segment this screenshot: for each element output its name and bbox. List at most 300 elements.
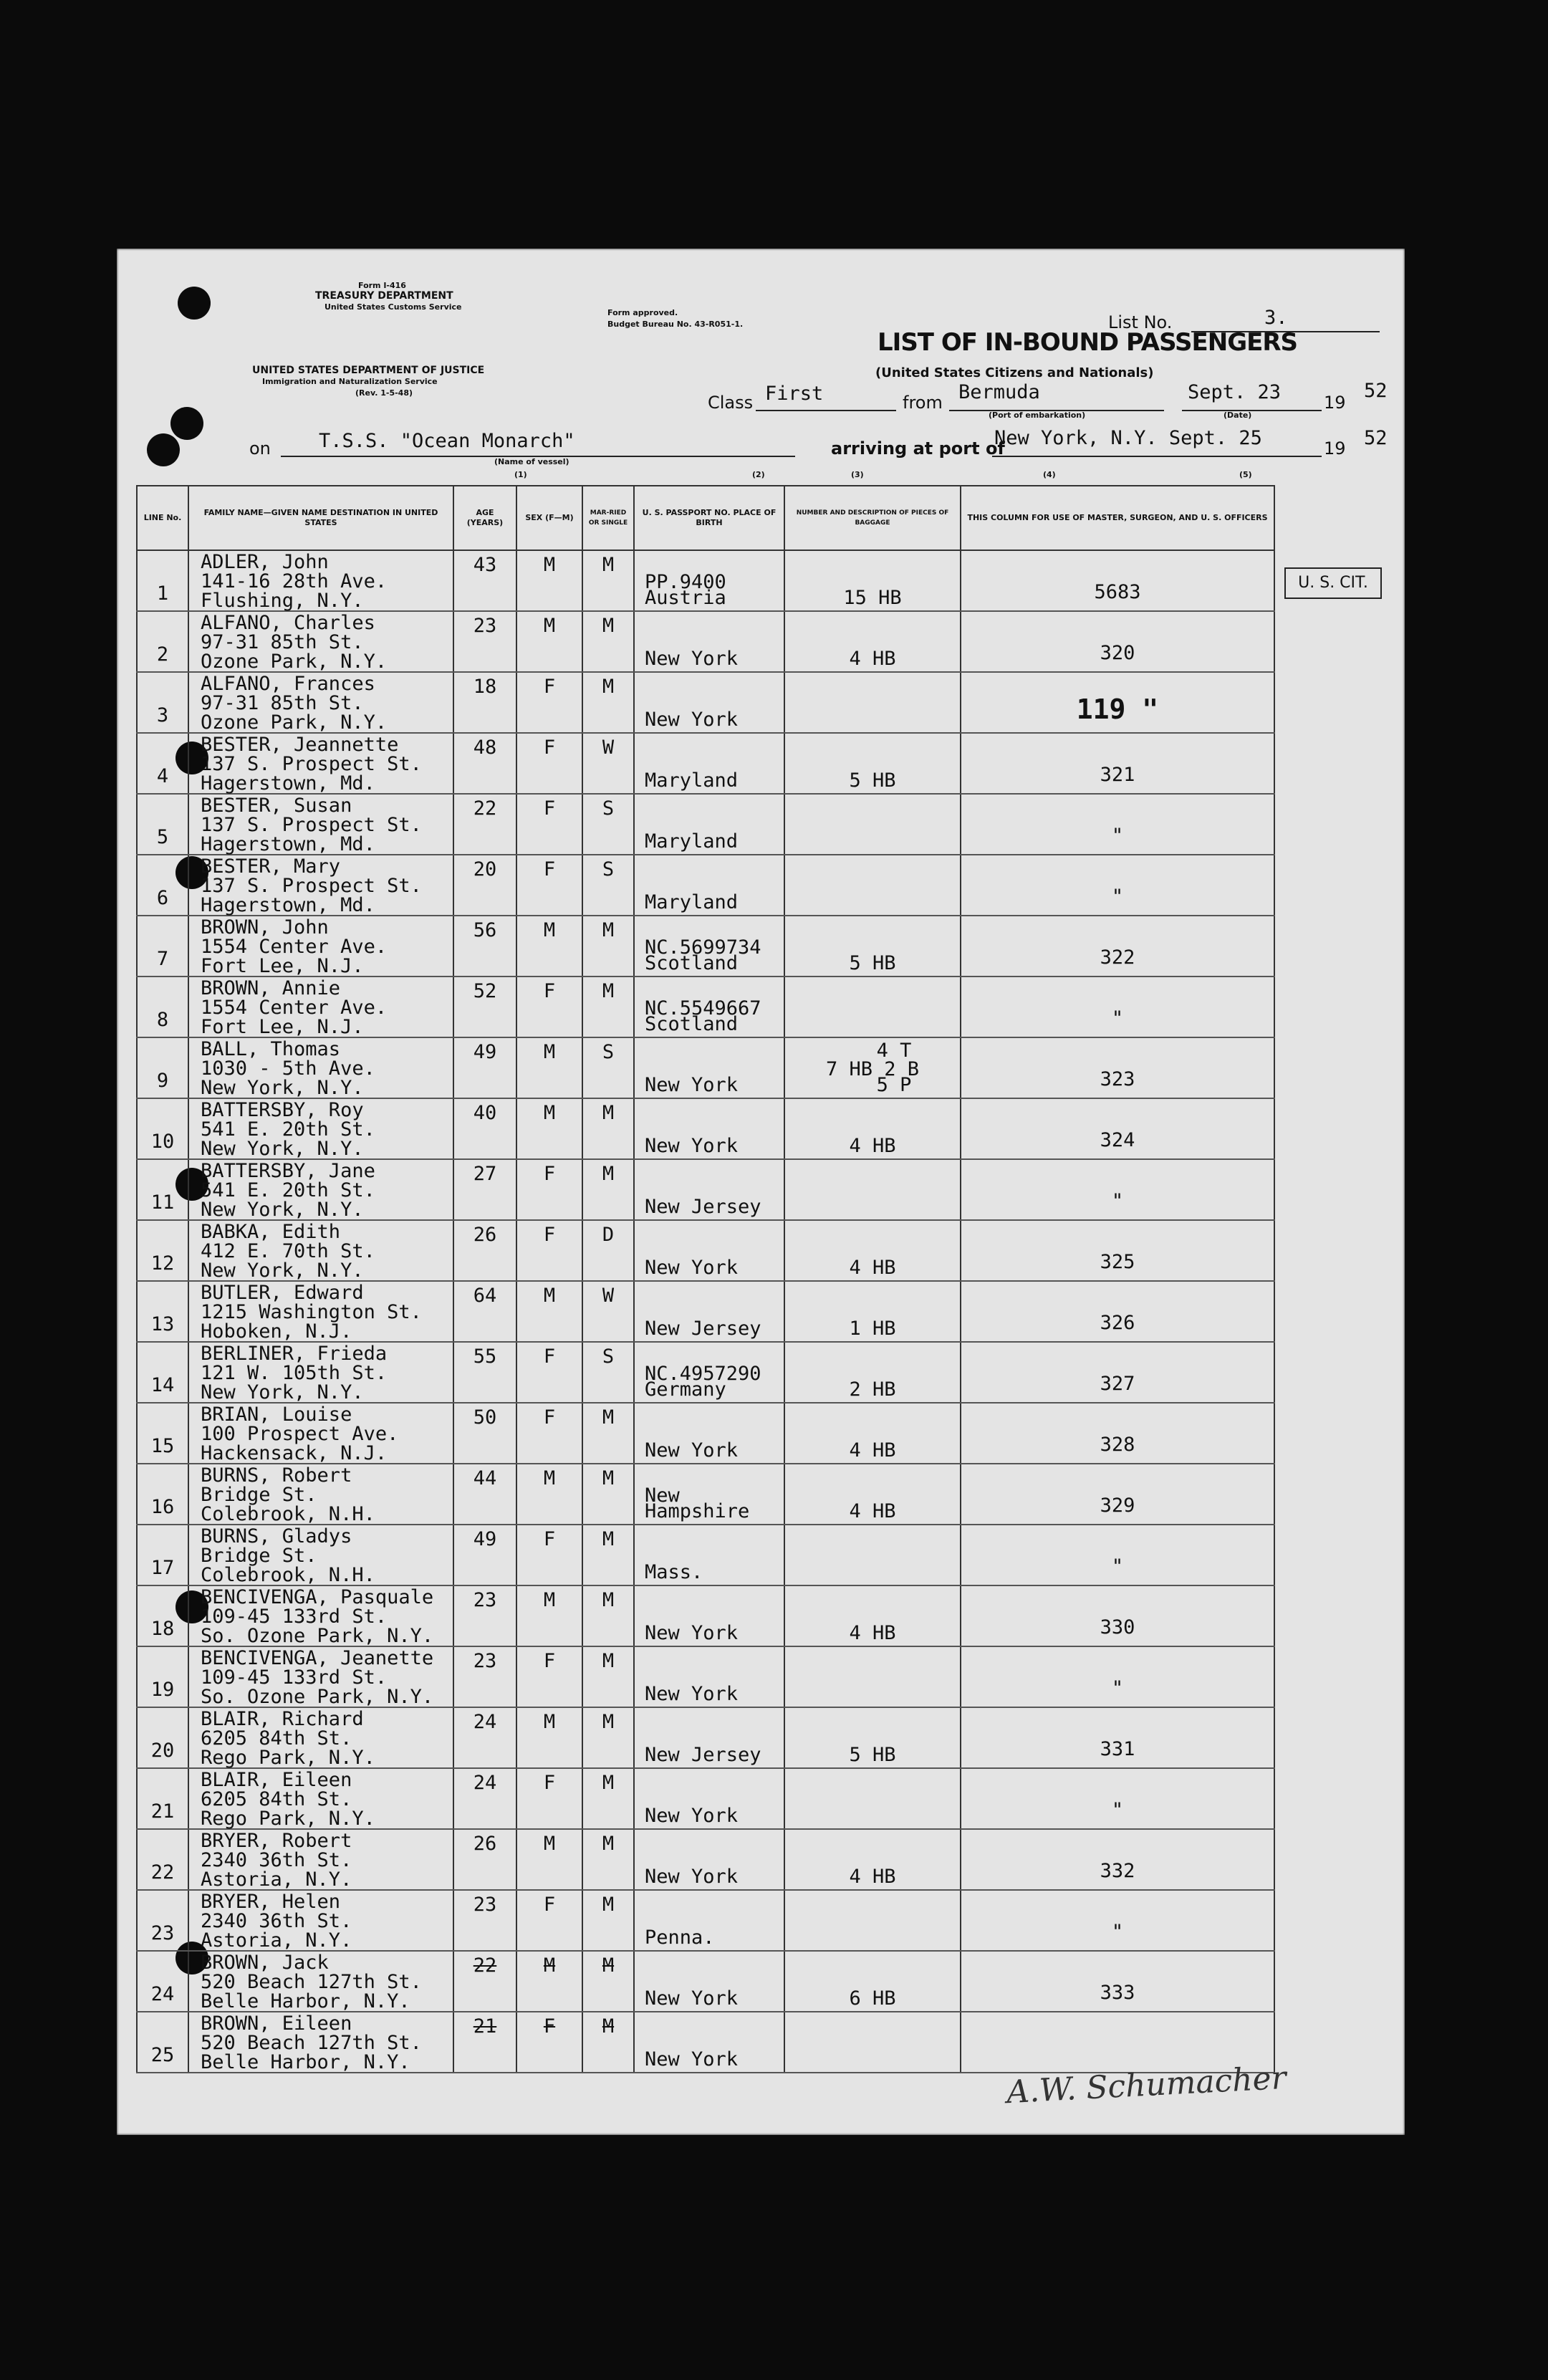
passenger-name: BURNS, Robert	[201, 1464, 352, 1487]
table-row	[137, 733, 1274, 794]
sex: F	[516, 1768, 582, 1829]
age: 24	[453, 1707, 516, 1768]
passport-number: NC.5549667	[645, 997, 761, 1019]
table-header	[137, 486, 1274, 550]
passport-birthplace	[634, 550, 784, 611]
age: 55	[453, 1342, 516, 1403]
table-row	[137, 1646, 1274, 1707]
arrival-port-date: New York, N.Y. Sept. 25	[994, 427, 1262, 449]
baggage-extra: 5 P	[876, 1074, 912, 1096]
place-of-birth: New Jersey	[645, 1196, 761, 1218]
sex: M	[516, 1707, 582, 1768]
baggage	[784, 1220, 961, 1281]
marital-status: M	[582, 977, 634, 1037]
form-number: Form I-416	[358, 281, 406, 290]
passenger-name: BALL, Thomas	[201, 1038, 341, 1060]
passenger-name: BRYER, Robert	[201, 1830, 352, 1852]
marital-status: M	[582, 1890, 634, 1951]
sex: F	[516, 855, 582, 916]
table-row	[137, 1037, 1274, 1098]
line-number: 9	[137, 1037, 188, 1098]
address-city: Flushing, N.Y.	[201, 590, 364, 612]
passport-birthplace	[634, 1220, 784, 1281]
address-city: Rego Park, N.Y.	[201, 1808, 375, 1830]
passenger-name-cell	[188, 1585, 453, 1646]
dept-justice: UNITED STATES DEPARTMENT OF JUSTICE	[252, 365, 485, 376]
age: 23	[453, 611, 516, 672]
baggage	[784, 1037, 961, 1098]
passenger-name-cell	[188, 2012, 453, 2073]
table-row	[137, 1098, 1274, 1159]
officer-notes: 119 "	[961, 672, 1274, 733]
sex: M	[516, 1464, 582, 1525]
marital-status: M	[582, 1951, 634, 2012]
table-row	[137, 672, 1274, 733]
address-street: 137 S. Prospect St.	[201, 753, 422, 775]
passport-birthplace	[634, 672, 784, 733]
passport-birthplace	[634, 1342, 784, 1403]
vessel-caption: (Name of vessel)	[494, 457, 569, 466]
address-city: Astoria, N.Y.	[201, 1929, 352, 1952]
officer-notes: 326	[961, 1281, 1274, 1342]
marital-status: M	[582, 1403, 634, 1464]
sex: M	[516, 1037, 582, 1098]
address-city: Rego Park, N.Y.	[201, 1747, 375, 1769]
passport-number: New	[645, 1484, 680, 1507]
arriving-label: arriving at port of	[831, 438, 1005, 459]
passenger-name: BRIAN, Louise	[201, 1403, 352, 1426]
address-street: 6205 84th St.	[201, 1788, 352, 1810]
address-city: New York, N.Y.	[201, 1199, 364, 1221]
col-name: FAMILY NAME—GIVEN NAME DESTINATION IN UNITED STATES	[188, 486, 453, 550]
marital-status: S	[582, 1037, 634, 1098]
line-number: 3	[137, 672, 188, 733]
table-row	[137, 1159, 1274, 1220]
punch-hole	[147, 433, 180, 466]
place-of-birth: Maryland	[645, 830, 739, 853]
address-street: 520 Beach 127th St.	[201, 2032, 422, 2054]
sex: M	[516, 1829, 582, 1890]
sex: F	[516, 1159, 582, 1220]
age: 23	[453, 1890, 516, 1951]
passenger-name: ADLER, John	[201, 551, 329, 573]
list-no-value: 3.	[1264, 307, 1288, 329]
line-number: 7	[137, 916, 188, 977]
officer-notes: "	[961, 794, 1274, 855]
line-number: 11	[137, 1159, 188, 1220]
col-num-1: (1)	[514, 470, 527, 479]
address-street: 109-45 133rd St.	[201, 1606, 388, 1628]
address-city: New York, N.Y.	[201, 1138, 364, 1160]
sex: M	[516, 916, 582, 977]
place-of-birth: New York	[645, 709, 739, 731]
officer-notes: "	[961, 1525, 1274, 1585]
sex: F	[516, 1525, 582, 1585]
place-of-birth: Austria	[645, 587, 726, 609]
place-of-birth: New Jersey	[645, 1744, 761, 1766]
col-age: AGE (YEARS)	[453, 486, 516, 550]
baggage	[784, 1768, 961, 1829]
col-passport: U. S. PASSPORT NO. PLACE OF BIRTH	[634, 486, 784, 550]
arrival-year: 52	[1364, 427, 1388, 449]
dept-treasury: TREASURY DEPARTMENT	[315, 290, 453, 302]
marital-status: M	[582, 1829, 634, 1890]
class-label: Class	[708, 393, 754, 413]
embark-date: Sept. 23	[1188, 381, 1282, 403]
line-number: 22	[137, 1829, 188, 1890]
address-city: Astoria, N.Y.	[201, 1868, 352, 1891]
passport-birthplace	[634, 1403, 784, 1464]
place-of-birth: New York	[645, 1622, 739, 1644]
baggage	[784, 855, 961, 916]
line-number: 8	[137, 977, 188, 1037]
baggage	[784, 1403, 961, 1464]
sex: M	[516, 1585, 582, 1646]
sex: F	[516, 1220, 582, 1281]
place-of-birth: Scotland	[645, 1013, 739, 1035]
age: 22	[453, 794, 516, 855]
officer-notes: 328	[961, 1403, 1274, 1464]
address-city: New York, N.Y.	[201, 1381, 364, 1403]
passenger-name: BABKA, Edith	[201, 1221, 341, 1243]
date-caption: (Date)	[1224, 411, 1252, 420]
line-number: 19	[137, 1646, 188, 1707]
place-of-birth: Hampshire	[645, 1500, 750, 1522]
address-street: 1030 - 5th Ave.	[201, 1057, 375, 1080]
sex: F	[516, 794, 582, 855]
sex: M	[516, 1098, 582, 1159]
arrival-line	[992, 456, 1322, 457]
table-row	[137, 1707, 1274, 1768]
passenger-name: BURNS, Gladys	[201, 1525, 352, 1548]
passenger-name-cell	[188, 1098, 453, 1159]
port-caption: (Port of embarkation)	[989, 411, 1086, 420]
table-row	[137, 1525, 1274, 1585]
passenger-name-cell	[188, 855, 453, 916]
baggage	[784, 611, 961, 672]
line-number: 1	[137, 550, 188, 611]
address-city: Hoboken, N.J.	[201, 1320, 352, 1343]
col-baggage: NUMBER AND DESCRIPTION OF PIECES OF BAGGAGE	[784, 486, 961, 550]
address-street: 2340 36th St.	[201, 1849, 352, 1871]
passenger-name-cell	[188, 1646, 453, 1707]
table-row	[137, 611, 1274, 672]
baggage	[784, 794, 961, 855]
sex: M	[516, 1951, 582, 2012]
officer-notes: "	[961, 1159, 1274, 1220]
passenger-name: BROWN, Annie	[201, 977, 341, 999]
address-street: 137 S. Prospect St.	[201, 814, 422, 836]
passenger-name-cell	[188, 550, 453, 611]
line-number: 2	[137, 611, 188, 672]
line-number: 6	[137, 855, 188, 916]
baggage-pieces: 4 HB	[849, 1622, 896, 1644]
arrival-year-prefix: 19	[1324, 438, 1346, 459]
baggage	[784, 1585, 961, 1646]
baggage-pieces: 1 HB	[849, 1318, 896, 1340]
passenger-name-cell	[188, 672, 453, 733]
budget-bureau: Budget Bureau No. 43-R051-1.	[607, 320, 744, 329]
address-city: Ozone Park, N.Y.	[201, 651, 388, 673]
officer-notes: 323	[961, 1037, 1274, 1098]
year-prefix: 19	[1324, 393, 1346, 413]
passport-birthplace	[634, 1464, 784, 1525]
passenger-name-cell	[188, 611, 453, 672]
officer-notes: 5683	[961, 550, 1274, 611]
marital-status: M	[582, 672, 634, 733]
baggage-pieces: 7 HB 2 B	[825, 1058, 920, 1080]
line-number: 10	[137, 1098, 188, 1159]
year-value: 52	[1364, 380, 1388, 402]
marital-status: S	[582, 855, 634, 916]
line-number: 12	[137, 1220, 188, 1281]
table-row	[137, 916, 1274, 977]
line-number: 13	[137, 1281, 188, 1342]
sex: M	[516, 1281, 582, 1342]
place-of-birth: New York	[645, 2048, 739, 2070]
officer-notes: 332	[961, 1829, 1274, 1890]
address-city: Hagerstown, Md.	[201, 833, 375, 855]
sex: F	[516, 1342, 582, 1403]
address-street: Bridge St.	[201, 1484, 317, 1506]
passenger-name: BROWN, John	[201, 916, 329, 939]
baggage	[784, 1098, 961, 1159]
age: 24	[453, 1768, 516, 1829]
col-line: LINE No.	[137, 486, 188, 550]
age: 49	[453, 1037, 516, 1098]
line-number: 21	[137, 1768, 188, 1829]
age: 40	[453, 1098, 516, 1159]
age: 52	[453, 977, 516, 1037]
line-number: 24	[137, 1951, 188, 2012]
passport-birthplace	[634, 1098, 784, 1159]
officer-notes: 322	[961, 916, 1274, 977]
officer-notes: 331	[961, 1707, 1274, 1768]
marital-status: S	[582, 794, 634, 855]
passport-birthplace	[634, 1707, 784, 1768]
baggage	[784, 1829, 961, 1890]
passenger-name-cell	[188, 1159, 453, 1220]
address-city: Fort Lee, N.J.	[201, 1016, 364, 1038]
baggage	[784, 977, 961, 1037]
address-street: Bridge St.	[201, 1545, 317, 1567]
baggage-pieces: 4 HB	[849, 1866, 896, 1888]
baggage-pieces: 5 HB	[849, 1744, 896, 1766]
passenger-name-cell	[188, 1281, 453, 1342]
marital-status: M	[582, 1707, 634, 1768]
officer-notes: 329	[961, 1464, 1274, 1525]
table-row	[137, 1220, 1274, 1281]
passenger-name: BATTERSBY, Jane	[201, 1160, 375, 1182]
line-number: 25	[137, 2012, 188, 2073]
place-of-birth: New York	[645, 1135, 739, 1157]
address-street: 109-45 133rd St.	[201, 1666, 388, 1689]
baggage	[784, 1464, 961, 1525]
age: 56	[453, 916, 516, 977]
table-row	[137, 794, 1274, 855]
address-city: So. Ozone Park, N.Y.	[201, 1686, 434, 1708]
table-row	[137, 1464, 1274, 1525]
line-number: 17	[137, 1525, 188, 1585]
age: 21	[453, 2012, 516, 2073]
sex: F	[516, 672, 582, 733]
officer-notes: 325	[961, 1220, 1274, 1281]
officer-notes: "	[961, 855, 1274, 916]
passenger-name-cell	[188, 1464, 453, 1525]
baggage-pieces: 6 HB	[849, 1987, 896, 2010]
line-number: 15	[137, 1403, 188, 1464]
passport-birthplace	[634, 1037, 784, 1098]
officer-notes: 327	[961, 1342, 1274, 1403]
passport-birthplace	[634, 916, 784, 977]
passenger-name: BRYER, Helen	[201, 1891, 341, 1913]
baggage	[784, 1646, 961, 1707]
address-street: 100 Prospect Ave.	[201, 1423, 399, 1445]
baggage-pieces: 15 HB	[843, 587, 902, 609]
marital-status: M	[582, 1525, 634, 1585]
form-approved: Form approved.	[607, 308, 678, 317]
place-of-birth: Maryland	[645, 769, 739, 792]
passport-birthplace	[634, 855, 784, 916]
address-city: New York, N.Y.	[201, 1077, 364, 1099]
from-label: from	[903, 393, 943, 413]
baggage	[784, 1342, 961, 1403]
passenger-name-cell	[188, 1768, 453, 1829]
passport-birthplace	[634, 1951, 784, 2012]
table-row	[137, 1585, 1274, 1646]
age: 23	[453, 1646, 516, 1707]
table-row	[137, 1403, 1274, 1464]
address-street: 412 E. 70th St.	[201, 1240, 375, 1262]
line-number: 4	[137, 733, 188, 794]
passport-birthplace	[634, 1768, 784, 1829]
form-subtitle: (United States Citizens and Nationals)	[875, 365, 1154, 380]
place-of-birth: New Jersey	[645, 1318, 761, 1340]
age: 44	[453, 1464, 516, 1525]
passport-birthplace	[634, 611, 784, 672]
passenger-name-cell	[188, 1037, 453, 1098]
address-street: 541 E. 20th St.	[201, 1179, 375, 1201]
place-of-birth: New York	[645, 1805, 739, 1827]
date-line	[1182, 410, 1322, 411]
place-of-birth: Germany	[645, 1378, 726, 1401]
passenger-table	[136, 485, 1275, 2073]
officer-notes: 321	[961, 733, 1274, 794]
list-no-label: List No.	[1108, 312, 1173, 332]
col-num-4: (4)	[1043, 470, 1056, 479]
passport-birthplace	[634, 2012, 784, 2073]
passenger-name: BLAIR, Eileen	[201, 1769, 352, 1791]
passenger-name: BENCIVENGA, Jeanette	[201, 1647, 434, 1669]
officer-notes: 320	[961, 611, 1274, 672]
dept-treasury-sub: United States Customs Service	[324, 302, 462, 312]
baggage	[784, 550, 961, 611]
place-of-birth: New York	[645, 1439, 739, 1462]
passenger-name-cell	[188, 1890, 453, 1951]
address-street: 97-31 85th St.	[201, 631, 364, 653]
passenger-name-cell	[188, 1403, 453, 1464]
passenger-name-cell	[188, 733, 453, 794]
passenger-name: BROWN, Eileen	[201, 2012, 352, 2035]
baggage	[784, 1951, 961, 2012]
passenger-name-cell	[188, 1220, 453, 1281]
table-row	[137, 1829, 1274, 1890]
age: 27	[453, 1159, 516, 1220]
table-row	[137, 1951, 1274, 2012]
passenger-name: BUTLER, Edward	[201, 1282, 364, 1304]
address-street: 541 E. 20th St.	[201, 1118, 375, 1141]
table-row	[137, 977, 1274, 1037]
age: 23	[453, 1585, 516, 1646]
baggage-extra: 4 T	[876, 1040, 912, 1062]
baggage-pieces: 4 HB	[849, 1135, 896, 1157]
address-city: Hagerstown, Md.	[201, 894, 375, 916]
address-street: 6205 84th St.	[201, 1727, 352, 1750]
address-city: Belle Harbor, N.Y.	[201, 1990, 410, 2012]
line-number: 5	[137, 794, 188, 855]
marital-status: M	[582, 611, 634, 672]
marital-status: M	[582, 916, 634, 977]
sex: F	[516, 1403, 582, 1464]
address-street: 121 W. 105th St.	[201, 1362, 388, 1384]
marital-status: M	[582, 1768, 634, 1829]
col-sex: SEX (F—M)	[516, 486, 582, 550]
marital-status: W	[582, 733, 634, 794]
passenger-name-cell	[188, 794, 453, 855]
passport-birthplace	[634, 1890, 784, 1951]
passport-birthplace	[634, 1585, 784, 1646]
address-city: New York, N.Y.	[201, 1259, 364, 1282]
baggage	[784, 2012, 961, 2073]
inspector-signature: A.W. Schumacher	[1005, 2059, 1287, 2111]
passenger-name-cell	[188, 1829, 453, 1890]
passport-birthplace	[634, 1525, 784, 1585]
place-of-birth: Penna.	[645, 1926, 715, 1949]
age: 26	[453, 1829, 516, 1890]
address-city: Colebrook, N.H.	[201, 1564, 375, 1586]
passenger-name: BENCIVENGA, Pasquale	[201, 1586, 434, 1608]
baggage	[784, 733, 961, 794]
table-row	[137, 855, 1274, 916]
class-line	[756, 410, 896, 411]
marital-status: M	[582, 1585, 634, 1646]
place-of-birth: New York	[645, 1257, 739, 1279]
class-value: First	[765, 383, 824, 405]
address-city: Hagerstown, Md.	[201, 772, 375, 795]
marital-status: M	[582, 2012, 634, 2073]
age: 49	[453, 1525, 516, 1585]
table-row	[137, 1890, 1274, 1951]
passenger-name-cell	[188, 1525, 453, 1585]
address-city: Fort Lee, N.J.	[201, 955, 364, 977]
line-number: 20	[137, 1707, 188, 1768]
table-row	[137, 1342, 1274, 1403]
sex: F	[516, 977, 582, 1037]
baggage-pieces: 5 HB	[849, 769, 896, 792]
marital-status: W	[582, 1281, 634, 1342]
line-number: 23	[137, 1890, 188, 1951]
address-street: 2340 36th St.	[201, 1910, 352, 1932]
passport-birthplace	[634, 1646, 784, 1707]
address-street: 1554 Center Ave.	[201, 936, 388, 958]
col-married: MAR-RIED OR SINGLE	[582, 486, 634, 550]
dept-justice-sub: Immigration and Naturalization Service	[262, 377, 438, 386]
col-num-5: (5)	[1239, 470, 1252, 479]
passenger-name-cell	[188, 1951, 453, 2012]
table-row	[137, 550, 1274, 611]
address-city: Belle Harbor, N.Y.	[201, 2051, 410, 2073]
sex: F	[516, 1646, 582, 1707]
